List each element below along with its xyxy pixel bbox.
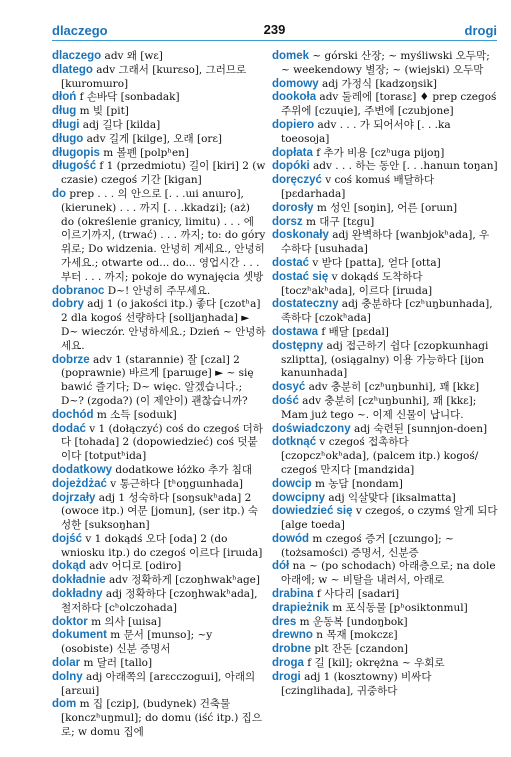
dictionary-entry: [52, 147, 266, 161]
entry-headword: długopis: [52, 146, 100, 159]
dictionary-entry: [272, 326, 498, 340]
entry-definition: v 통근하다 [tʰoŋgɯnhada]: [106, 477, 243, 490]
entry-definition: m czegoś 증거 [czɯngo]; ~ (tożsamości) 증명서, 신분증: [281, 532, 454, 559]
entry-headword: dostawa: [272, 325, 319, 338]
entry-definition: m 볼펜 [polpʰen]: [99, 146, 190, 159]
dictionary-entry: [272, 629, 498, 643]
entry-headword: dowcip: [272, 477, 312, 490]
entry-headword: dostać: [272, 256, 310, 269]
entry-headword: dres: [272, 615, 297, 628]
entry-headword: drewno: [272, 629, 313, 642]
entry-definition: adv 어디로 [odiro]: [85, 560, 182, 573]
entry-definition: adj 아래쪽의 [arɛcczogɯi], 아래의 [arɛɯi]: [61, 670, 256, 697]
dictionary-entry: [272, 174, 498, 202]
dictionary-entry: [272, 671, 498, 699]
entry-headword: dokładnie: [52, 574, 106, 587]
entry-headword: drapieżnik: [272, 601, 329, 614]
dictionary-entry: [272, 602, 498, 616]
dictionary-entry: [272, 478, 498, 492]
entry-definition: f 1 (przedmiotu) 길이 [kiri] 2 (w czasie) czegoś 기간 [kigan]: [61, 160, 266, 187]
entry-headword: dowiedzieć się: [272, 505, 353, 518]
entry-headword: dolny: [52, 670, 83, 683]
entry-headword: długość: [52, 160, 97, 173]
dictionary-entry: [52, 285, 266, 299]
entry-definition: na ~ (po schodach) 아래층으로; na dole 아래에; w ~ 비탈을 내려서, 아래로: [281, 560, 496, 587]
entry-definition: v czegoś 접촉하다 [czopczʰokʰada], (palcem itp.) kogoś/ czegoś 만지다 [mandʑida]: [281, 436, 479, 476]
entry-headword: dość: [272, 394, 299, 407]
entry-headword: dopłata: [272, 146, 313, 159]
entry-headword: drabina: [272, 588, 314, 601]
entry-definition: adv 충분히 [czʰuŋbunhi], 꽤 [kkɛ]: [305, 381, 480, 394]
entry-headword: długo: [52, 132, 84, 145]
entry-definition: adj 접근하기 쉽다 [czopkɯnhagi szliptta], (osiągalny) 이용 가능하다 [ijon kanɯnhada]: [281, 339, 489, 380]
entry-headword: dowód: [272, 532, 310, 545]
entry-definition: v coś komuś 배달하다 [pɛdarhada]: [281, 174, 435, 200]
dictionary-entry: [272, 216, 498, 230]
entry-definition: ~ górski 산장; ~ myśliwski 오두막; ~ weekendowy 별장; ~ (wiejski) 오두막: [281, 50, 490, 76]
entry-headword: dochód: [52, 408, 94, 421]
entry-headword: doskonały: [272, 229, 329, 242]
entry-headword: dopiero: [272, 118, 315, 131]
page-header: [52, 22, 497, 41]
entry-definition: v 1 dokądś 오다 [oda] 2 (do wniosku itp.) do czegoś 이르다 [irɯda]: [61, 532, 263, 559]
entry-headword: doktor: [52, 615, 88, 628]
entry-headword: doświadczony: [272, 422, 351, 435]
dictionary-entry: [52, 133, 266, 147]
dictionary-entry: [272, 298, 498, 326]
entry-headword: dodać: [52, 422, 86, 435]
entry-definition: adv 1 (starannie) 잘 [czal] 2 (poprawnie) 바르게 [parɯge] ► ~ się bawić 즐기다; D~ więc. 알겠습니다.; D~? (zgoda?) (이 제안이) 괜찮습니까?: [61, 353, 254, 407]
dictionary-entry: [272, 147, 498, 161]
dictionary-entry: [272, 436, 498, 477]
entry-headword: dosyć: [272, 381, 306, 394]
entry-headword: dokładny: [52, 588, 103, 601]
entry-definition: f 배달 [pɛdal]: [318, 325, 389, 338]
dictionary-entry: [272, 271, 498, 299]
entry-definition: adj 가정식 [kadʑoŋsik]: [318, 77, 437, 90]
entry-definition: adj 완벽하다 [wanbjokʰada], 우수하다 [usuhada]: [281, 229, 490, 256]
entry-headword: dojeżdżać: [52, 477, 107, 490]
dictionary-entry: [272, 340, 498, 381]
dictionary-entry: [272, 160, 498, 174]
entry-definition: adj 1 성숙하다 [soŋsukʰada] 2 (owoce itp.) 여문 [jomun], (ser itp.) 숙성한 [suksoŋhan]: [61, 491, 259, 532]
entry-headword: dół: [272, 560, 290, 573]
dictionary-entry: [272, 560, 498, 588]
dictionary-entry: [272, 50, 498, 78]
dictionary-entry: [52, 160, 266, 188]
dictionary-entry: [272, 229, 498, 257]
entry-headword: dłoń: [52, 91, 77, 104]
entry-headword: długi: [52, 118, 80, 131]
dictionary-entry: [52, 629, 266, 657]
entry-definition: dodatkowe łóżko 추가 침대: [112, 463, 253, 476]
entry-headword: dotknąć: [272, 436, 317, 449]
entry-headword: droga: [272, 657, 304, 670]
dictionary-entry: [52, 91, 266, 105]
dictionary-entry: [272, 492, 498, 506]
dictionary-entry: [272, 533, 498, 561]
dictionary-entry: [272, 202, 498, 216]
dictionary-entry: [52, 560, 266, 574]
dictionary-entry: [272, 505, 498, 533]
entry-definition: prep . . . 의 안으로 [. . .ɯi anɯro], (kierunek) . . . 까지 [. . .kkadʑi]; (aż) do (określenie granicy, limitu) . . . 에 이르기까지, (trwać) . . . 까지; to: do góry 위로; Do widzenia. 안녕히 계세요., 안녕히 가세요.; otwarte od... do... 영업시간 . . . 부터 . . . 까지; pokoje do wynajęcia 셋방: [61, 187, 266, 283]
entry-definition: adv 길게 [kilge], 오래 [orɛ]: [83, 132, 222, 145]
entry-headword: dokument: [52, 629, 107, 642]
dictionary-entry: [52, 464, 266, 478]
entry-definition: f 추가 비용 [czʰuga pijoŋ]: [312, 146, 445, 159]
entry-definition: v czegoś, o czymś 알게 되다 [alge toeda]: [281, 505, 498, 532]
entry-headword: dostać się: [272, 270, 329, 283]
dictionary-entry: [52, 409, 266, 423]
entry-definition: m 빚 [pit]: [76, 105, 129, 118]
entry-headword: domowy: [272, 77, 319, 90]
dictionary-entry: [52, 50, 266, 64]
entry-definition: m 성인 [soŋin], 어른 [orɯn]: [313, 201, 458, 214]
entry-headword: dobranoc: [52, 284, 105, 297]
entry-headword: dług: [52, 105, 77, 118]
header-left-guide-word: dlaczego: [52, 23, 108, 38]
header-right-guide-word: drogi: [464, 23, 497, 38]
entry-definition: adj 1 (kosztowny) 비싸다 [czinglihada], 귀중하다: [281, 670, 432, 697]
entry-headword: dolar: [52, 657, 81, 670]
entry-definition: v dokądś 도착하다 [toczʰakʰada], 이르다 [irɯda]: [281, 270, 433, 297]
entry-definition: m 농담 [nondam]: [311, 477, 403, 490]
entry-headword: dojść: [52, 532, 83, 545]
dictionary-entry: [272, 119, 498, 147]
entry-definition: adv 충분히 [czʰuŋbunhi], 꽤 [kkɛ]; Mam już tego ~. 이제 신물이 납니다.: [281, 394, 477, 421]
entry-headword: dookoła: [272, 91, 317, 104]
dictionary-entry: [52, 574, 266, 588]
entry-definition: n 목재 [mokczɛ]: [312, 629, 398, 642]
dictionary-entry: [52, 423, 266, 464]
entry-headword: dobry: [52, 298, 84, 311]
entry-definition: m 의사 [ɯisa]: [87, 615, 162, 628]
entry-definition: adj 길다 [kilda]: [79, 118, 161, 131]
entry-definition: f 길 [kil]; okrężna ~ 우회로: [303, 657, 445, 670]
dictionary-entry: [52, 588, 266, 616]
dictionary-entry: [52, 188, 266, 285]
dictionary-entry: [52, 533, 266, 561]
dictionary-entry: [52, 492, 266, 533]
entry-definition: plt 잔돈 [czandon]: [310, 643, 409, 656]
entry-headword: doręczyć: [272, 174, 322, 187]
entry-definition: adv 왜 [wɛ]: [101, 50, 163, 62]
dictionary-entry: [272, 588, 498, 602]
entry-headword: drogi: [272, 670, 301, 683]
entry-definition: adv . . . 가 되어서야 [. . .ka toeosoja]: [281, 118, 451, 145]
entry-headword: dostępny: [272, 339, 324, 352]
dictionary-entry: [52, 119, 266, 133]
entry-headword: dobrze: [52, 353, 90, 366]
entry-headword: dorsz: [272, 215, 303, 228]
entry-definition: adj 정확하다 [czoŋhwakʰada], 철저하다 [cʰolczohada]: [61, 588, 258, 614]
entry-headword: domek: [272, 50, 310, 62]
entry-headword: dom: [52, 698, 77, 711]
entry-definition: m 포식동물 [pʰosiktonmul]: [328, 601, 468, 614]
entry-headword: dorosły: [272, 201, 314, 214]
entry-headword: dlaczego: [52, 50, 102, 62]
dictionary-entry: [52, 616, 266, 630]
dictionary-entry: [272, 395, 498, 423]
dictionary-entry: [52, 657, 266, 671]
dictionary-entry: [272, 643, 498, 657]
entry-headword: dokąd: [52, 560, 86, 573]
entry-headword: dopóki: [272, 160, 310, 173]
dictionary-entry: [52, 671, 266, 699]
dictionary-entry: [272, 423, 498, 437]
dictionary-entry: [52, 698, 266, 739]
left-column: [52, 50, 266, 755]
entry-definition: m 소득 [sodɯk]: [93, 408, 177, 421]
entry-definition: m 문서 [munso]; ~y (osobiste) 신분 증명서: [61, 629, 213, 656]
entry-definition: f 사다리 [sadari]: [313, 588, 400, 601]
dictionary-entry: [272, 91, 498, 119]
entry-headword: do: [52, 187, 67, 200]
entry-headword: dodatkowy: [52, 463, 113, 476]
entry-definition: v 1 (dołączyć) coś do czegoś 더하다 [tohada] 2 (dopowiedzieć) coś 덧붙이다 [totputʰida]: [61, 422, 263, 463]
entry-definition: adj 숙련된 [sunnjon-doen]: [350, 422, 488, 435]
dictionary-entry: [52, 298, 266, 353]
entry-headword: drobne: [272, 643, 311, 656]
dictionary-entry: [272, 257, 498, 271]
entry-definition: adv 둘레에 [torasɛ] ♦ prep czegoś 주위에 [czuɥie], 주변에 [czubjone]: [281, 91, 497, 118]
entry-headword: dlatego: [52, 63, 93, 76]
entry-definition: m 집 [czip], (budynek) 건축물 [konczʰuŋmul]; do domu (iść itp.) 집으로; w domu 집에: [61, 698, 262, 739]
dictionary-entry: [272, 657, 498, 671]
entry-definition: adj 1 (o jakości itp.) 좋다 [czotʰa] 2 dla kogoś 선량하다 [solljaŋhada] ► D~ wieczór. 안녕하세요.; Dzień ~ 안녕하세요.: [61, 298, 266, 352]
entry-headword: dostateczny: [272, 298, 339, 311]
entry-definition: adj 충분하다 [czʰuŋbunhada], 족하다 [czokʰada]: [281, 298, 493, 325]
entry-definition: adj 익살맞다 [iksalmatta]: [325, 491, 456, 504]
dictionary-entry: [272, 616, 498, 630]
right-column: [272, 50, 498, 755]
entry-definition: m 운동복 [undoŋbok]: [296, 615, 408, 628]
entry-definition: D~! 안녕히 주무세요.: [104, 284, 211, 297]
entry-headword: dowcipny: [272, 491, 326, 504]
dictionary-entry: [52, 64, 266, 92]
entry-definition: f 손바닥 [sonbadak]: [76, 91, 180, 104]
dictionary-entry: [52, 354, 266, 409]
entry-definition: adv . . . 하는 동안 [. . .hanɯn toŋan]: [309, 160, 498, 173]
entry-definition: adv 정확하게 [czoŋhwakʰage]: [105, 574, 260, 587]
entry-definition: adv 그래서 [kɯrɛso], 그러므로 [kɯromɯro]: [61, 63, 247, 90]
dictionary-entry: [52, 105, 266, 119]
entry-definition: m 달러 [tallo]: [80, 657, 153, 670]
entry-headword: dojrzały: [52, 491, 96, 504]
dictionary-entry: [52, 478, 266, 492]
entry-definition: v 받다 [patta], 얻다 [otta]: [309, 256, 441, 269]
dictionary-entry: [272, 381, 498, 395]
entry-definition: m 대구 [tɛgu]: [302, 215, 375, 228]
dictionary-entry: [272, 78, 498, 92]
page-number: 239: [263, 22, 286, 37]
